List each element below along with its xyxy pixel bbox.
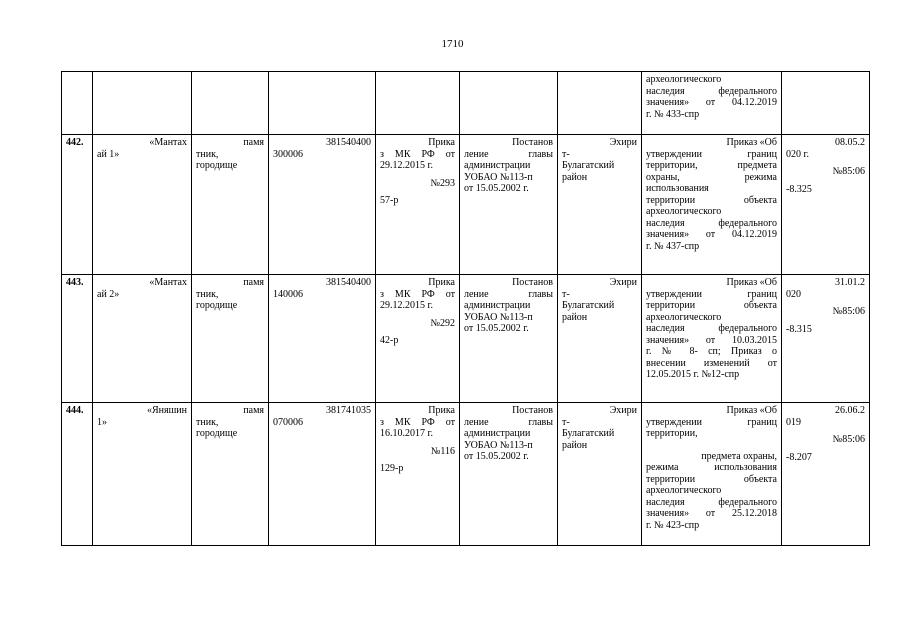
text-line: археологического — [646, 206, 722, 217]
text-line: 381540400 — [326, 277, 371, 288]
text-line: Прика — [428, 277, 455, 288]
text-line: значения» от 04.12.2019 — [646, 229, 777, 240]
text-line: значения» от 04.12.2019 — [646, 97, 777, 108]
text-line: утверждении границ — [646, 416, 777, 428]
text-line: 140006 — [273, 288, 303, 300]
text-line: памя — [243, 137, 264, 148]
text-line: «Яняшин — [146, 405, 187, 416]
text-line: 29.12.2015 г. — [380, 160, 433, 171]
text-line: 300006 — [273, 148, 303, 160]
cell-geo — [782, 135, 870, 275]
text-line: «Мантах — [149, 137, 187, 148]
text-line: 16.10.2017 г. — [380, 428, 433, 439]
text-line: г. № 8- сп; Приказ о — [646, 346, 777, 357]
cell-order — [376, 72, 460, 135]
cell-name — [93, 275, 192, 403]
text-line: Булагатский — [562, 300, 615, 311]
text-line: наследия федерального — [646, 85, 777, 97]
text-line: №292 — [430, 317, 455, 329]
text-line: ление главы — [464, 288, 553, 300]
table-row — [62, 403, 870, 546]
text-line: 381741035 — [326, 405, 371, 416]
text-line: район — [562, 439, 588, 451]
text-line: г. № 433-спр — [646, 108, 700, 120]
text-line: 57-р — [380, 195, 399, 206]
text-line: тник, — [196, 288, 219, 300]
cell-boundary-order — [642, 403, 782, 546]
cell-order — [376, 275, 460, 403]
text-line: от 15.05.2002 г. — [464, 183, 529, 194]
cell-reg-number — [269, 275, 376, 403]
text-line: археологического — [646, 485, 722, 496]
text-line: Прика — [428, 405, 455, 416]
text-line: наследия федерального — [646, 217, 777, 229]
page-number: 1710 — [441, 38, 464, 50]
cell-order — [376, 135, 460, 275]
text-line: утверждении границ — [646, 148, 777, 160]
text-line: т- — [562, 416, 570, 428]
text-line: 42-р — [380, 335, 399, 346]
text-line: УОБАО №113-п — [464, 171, 533, 183]
text-line: №85:06 — [832, 166, 865, 177]
text-line: городище — [196, 160, 238, 171]
text-line: территории объекта — [646, 194, 777, 206]
text-line: з МК РФ от — [380, 416, 455, 428]
text-line: «Мантах — [149, 277, 187, 288]
text-line: район — [562, 311, 588, 323]
text-line: Эхири — [609, 137, 637, 148]
text-line: городище — [196, 428, 238, 439]
text-line: памя — [243, 277, 264, 288]
text-line: УОБАО №113-п — [464, 439, 533, 451]
text-line: тник, — [196, 416, 219, 428]
text-line: 08.05.2 — [835, 137, 865, 148]
text-line: Постанов — [512, 277, 553, 288]
text-line: Булагатский — [562, 160, 615, 171]
text-line: Приказ «Об — [726, 137, 777, 148]
text-line: т- — [562, 148, 570, 160]
cell-name — [93, 72, 192, 135]
text-line: охраны, режима — [646, 171, 777, 183]
text-line: ай 1» — [97, 148, 120, 160]
text-line: археологического — [646, 74, 722, 85]
text-line: наследия федерального — [646, 323, 777, 334]
text-line: з МК РФ от — [380, 288, 455, 300]
text-line: территории объекта — [646, 473, 777, 485]
cell-number: 444. — [62, 403, 93, 546]
cell-boundary-order — [642, 275, 782, 403]
text-line: администрации — [464, 300, 531, 311]
text-line: №293 — [430, 177, 455, 189]
cell-order — [376, 403, 460, 546]
cell-type — [192, 403, 269, 546]
text-line: режима использования — [646, 462, 777, 473]
cell-number — [62, 72, 93, 135]
cell-decree — [460, 403, 558, 546]
text-line: УОБАО №113-п — [464, 311, 533, 323]
cell-decree — [460, 275, 558, 403]
cell-number: 443. — [62, 275, 93, 403]
cell-reg-number — [269, 403, 376, 546]
text-line: 29.12.2015 г. — [380, 300, 433, 311]
cell-type — [192, 135, 269, 275]
text-line: от 15.05.2002 г. — [464, 451, 529, 462]
text-line: з МК РФ от — [380, 148, 455, 160]
cell-decree — [460, 72, 558, 135]
text-line: г. № 437-спр — [646, 240, 700, 252]
text-line: наследия федерального — [646, 496, 777, 508]
text-line: предмета охраны, — [701, 450, 777, 462]
text-line: от 15.05.2002 г. — [464, 323, 529, 334]
table-row — [62, 135, 870, 275]
text-line: территории, предмета — [646, 160, 777, 171]
text-line: Постанов — [512, 137, 553, 148]
cell-reg-number — [269, 135, 376, 275]
text-line: 1» — [97, 416, 107, 428]
text-line: Эхири — [609, 405, 637, 416]
cell-boundary-order — [642, 72, 782, 135]
text-line: 020 г. — [786, 148, 809, 160]
cell-type — [192, 72, 269, 135]
cell-decree — [460, 135, 558, 275]
text-line: -8.325 — [786, 183, 812, 195]
text-line: Эхири — [609, 277, 637, 288]
text-line: Булагатский — [562, 428, 615, 439]
text-line: 31.01.2 — [835, 277, 865, 288]
text-line: территории, — [646, 428, 698, 439]
text-line: использования — [646, 183, 709, 194]
text-line: т- — [562, 288, 570, 300]
text-line: археологического — [646, 311, 722, 323]
text-line: район — [562, 171, 588, 183]
cell-geo — [782, 403, 870, 546]
text-line: 070006 — [273, 416, 303, 428]
text-line: Приказ «Об — [726, 405, 777, 416]
text-line: значения» от 25.12.2018 — [646, 508, 777, 519]
text-line: Прика — [428, 137, 455, 148]
text-line: №85:06 — [832, 434, 865, 445]
text-line: 020 — [786, 288, 801, 300]
text-line: г. № 423-спр — [646, 519, 700, 531]
text-line: 019 — [786, 416, 801, 428]
text-line: городище — [196, 300, 238, 311]
cell-district — [558, 403, 642, 546]
text-line: 12.05.2015 г. №12-спр — [646, 369, 740, 380]
cell-number: 442. — [62, 135, 93, 275]
text-line: -8.207 — [786, 451, 812, 463]
text-line: ление главы — [464, 416, 553, 428]
text-line: ай 2» — [97, 288, 120, 300]
text-line: Постанов — [512, 405, 553, 416]
text-line: Приказ «Об — [726, 277, 777, 288]
text-line: -8.315 — [786, 323, 812, 335]
text-line: тник, — [196, 148, 219, 160]
text-line: 129-р — [380, 463, 404, 474]
cell-name — [93, 135, 192, 275]
cell-geo — [782, 72, 870, 135]
text-line: территории объекта — [646, 300, 777, 311]
cell-district — [558, 72, 642, 135]
text-line: утверждении границ — [646, 288, 777, 300]
cell-type — [192, 275, 269, 403]
text-line: значения» от 10.03.2015 — [646, 334, 777, 346]
cell-district — [558, 275, 642, 403]
table-row — [62, 275, 870, 403]
text-line: №85:06 — [832, 306, 865, 317]
text-line: администрации — [464, 160, 531, 171]
text-line: ление главы — [464, 148, 553, 160]
table-row — [62, 72, 870, 135]
cell-district — [558, 135, 642, 275]
text-line: №116 — [430, 445, 455, 457]
text-line: администрации — [464, 428, 531, 439]
text-line: внесении изменений от — [646, 357, 777, 369]
text-line: 26.06.2 — [835, 405, 865, 416]
cell-geo — [782, 275, 870, 403]
cell-name — [93, 403, 192, 546]
cell-boundary-order — [642, 135, 782, 275]
cell-reg-number — [269, 72, 376, 135]
text-line: памя — [243, 405, 264, 416]
text-line: 381540400 — [326, 137, 371, 148]
heritage-register-table — [61, 71, 870, 546]
